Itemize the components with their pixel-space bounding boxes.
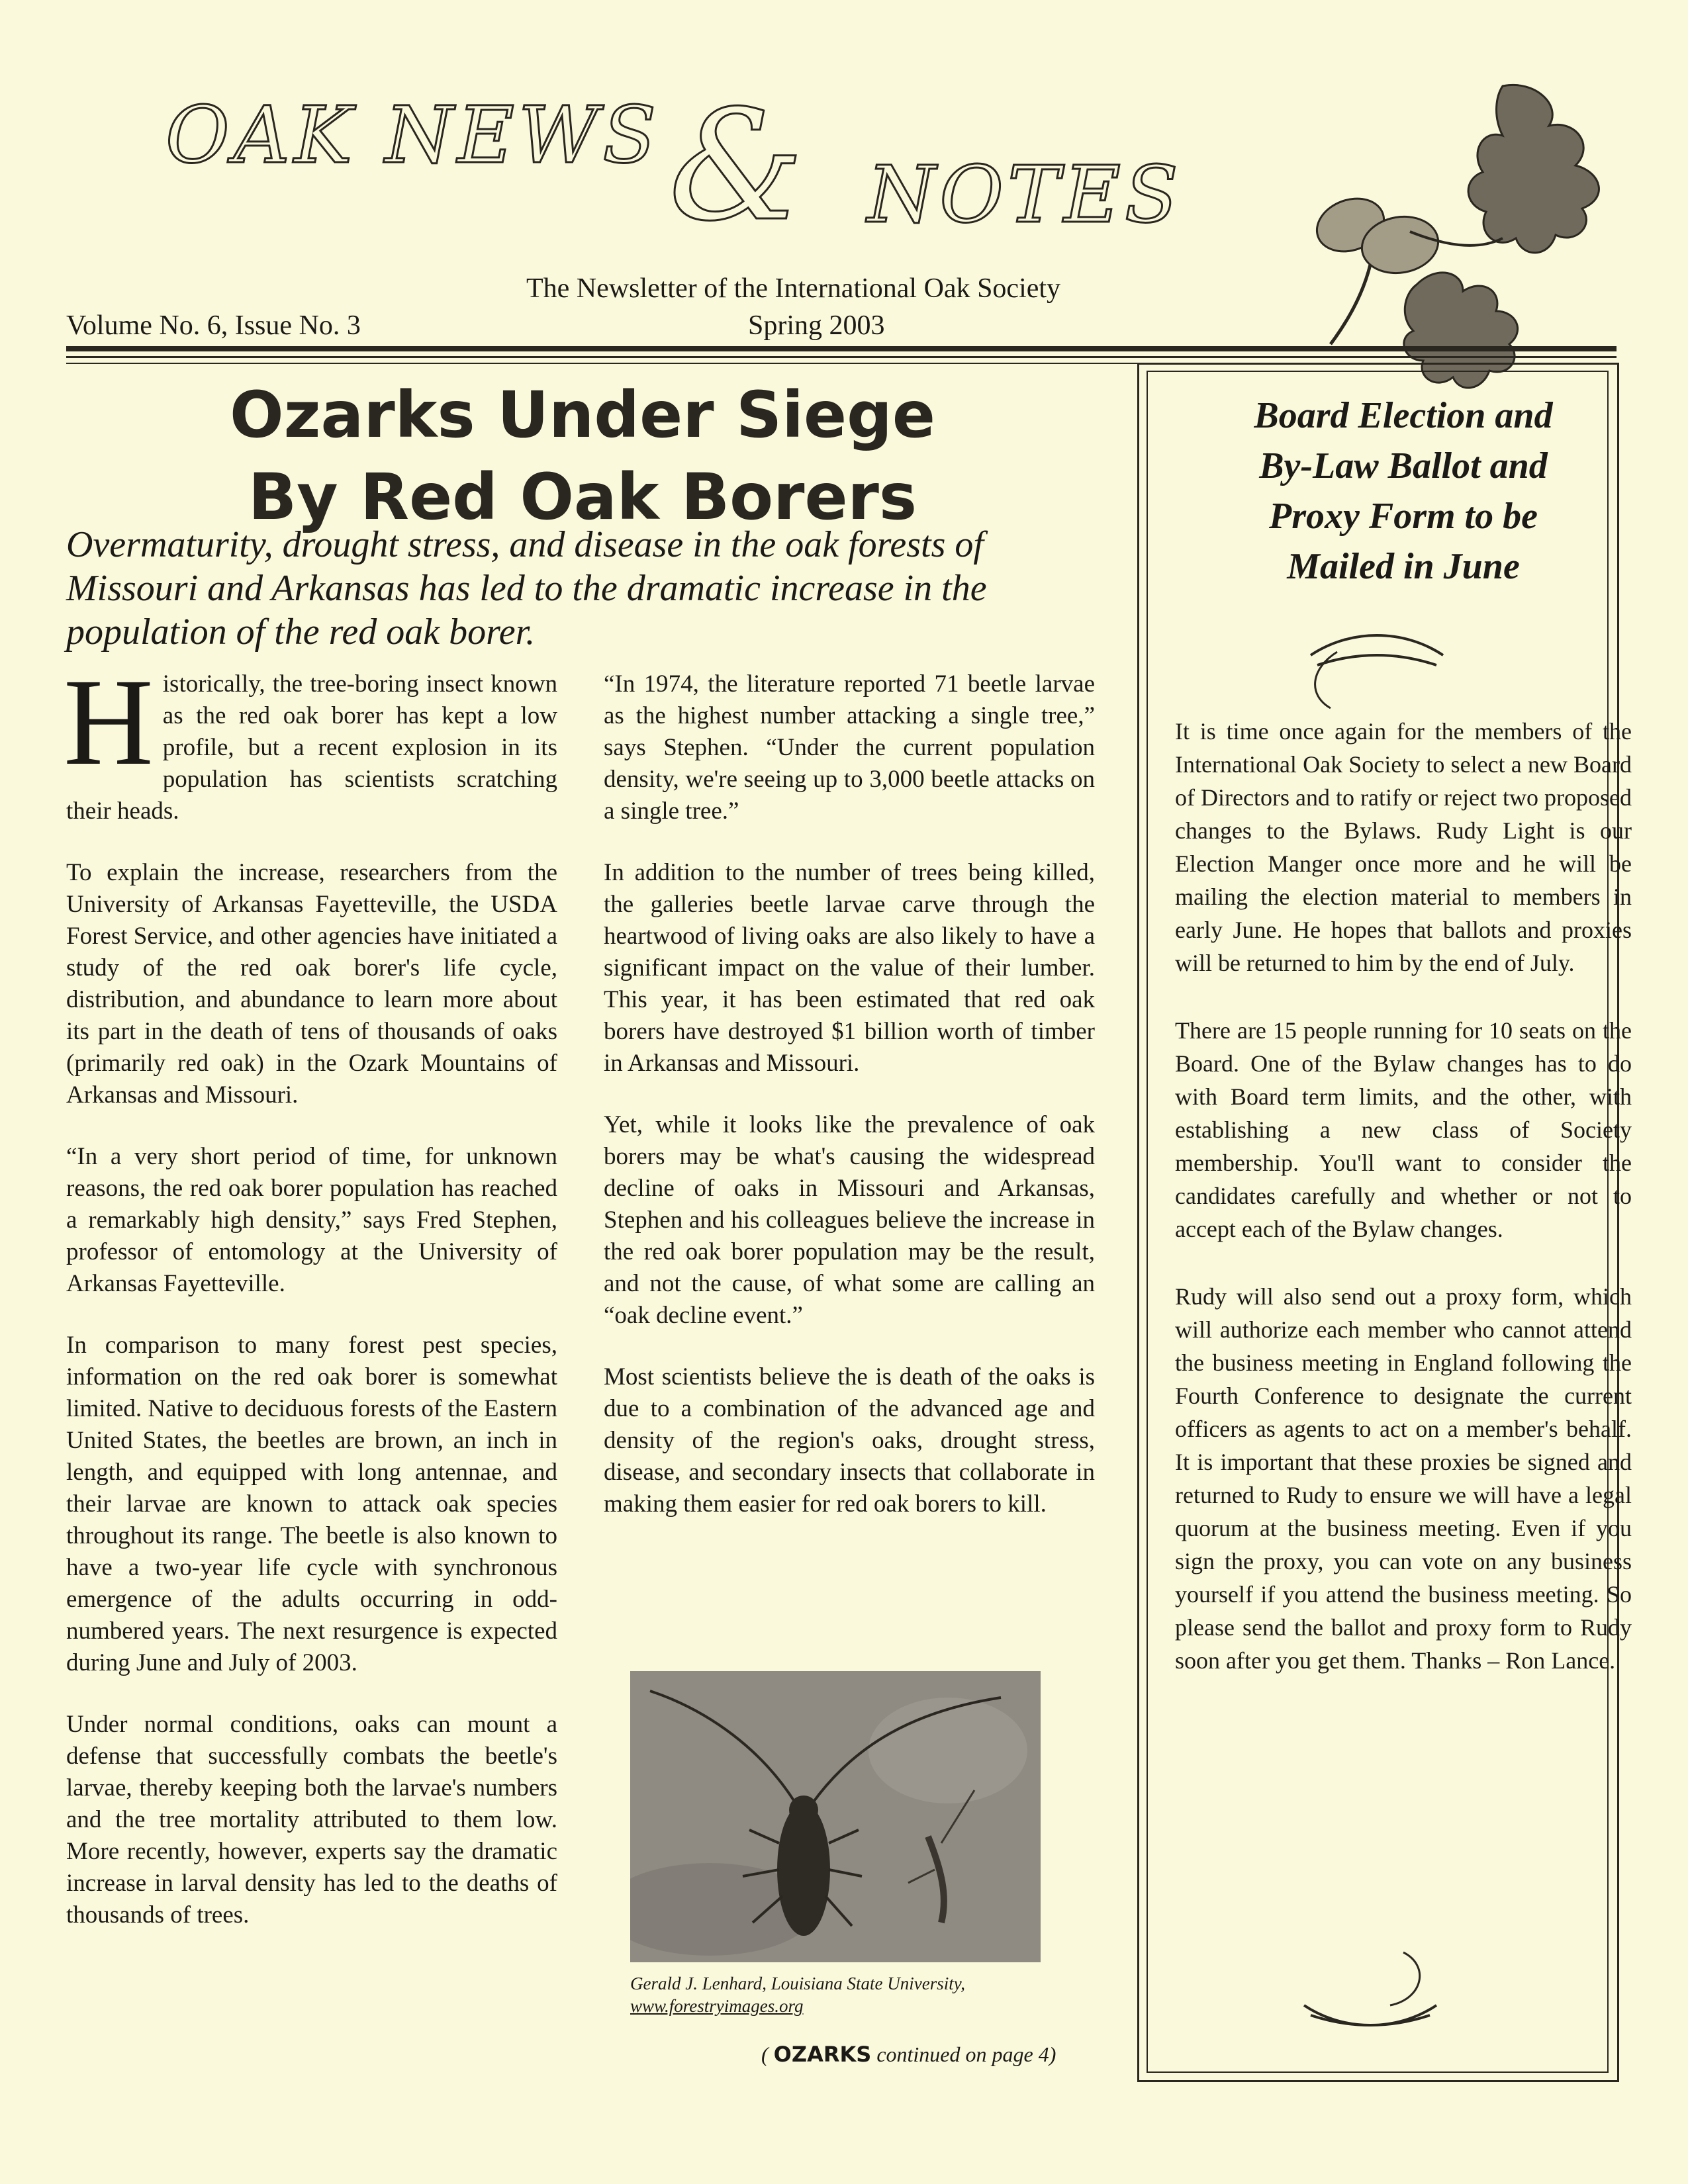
masthead-title-right: NOTES [867,149,1182,240]
article-paragraph: Historically, the tree-boring insect known as the red oak borer has kept a low profile, but a recent explosion in its population has scientists scratching their heads. [64,653,557,825]
article-paragraph: In addition to the number of trees being killed, the galleries beetle larvae carve through the heartwood of living oaks are also likely to have a significant impact on the value of their lumber. This year, it has been estimated that red oak borers have destroyed $1 billion worth of timber in Arkansas and Missouri. [604,859,1095,1077]
masthead-title-left: OAK NEWS [165,89,661,181]
sidebar-paragraph: It is time once again for the members of the International Oak Society to select a new Board of Directors and to ratify or reject two proposed changes to the Bylaws. Rudy Light is our Election Manger once more and he will be mailing the election material to members in early June. He hopes that ballots and proxies will be returned to him by the end of July. [1175,718,1632,976]
article-paragraph: To explain the increase, researchers from the University of Arkansas Fayetteville, the USDA Forest Service, and other agencies have initiated a study of the red oak borer's life cycle, distribution, and abundance to learn more about its part in the death of tens of thousands of oaks (primarily red oak) in the Ozark Mountains of Arkansas and Missouri. [66,859,557,1109]
photo-credit: Gerald J. Lenhard, Louisiana State University, www.forestryimages.org [630,1972,1094,2017]
photo-credit-link[interactable]: www.forestryimages.org [630,1996,804,2016]
oak-leaf-acorn-illustration [1284,66,1642,410]
article-paragraph: In comparison to many forest pest species, information on the red oak borer is somewhat limited. Native to deciduous forests of the Eastern United States, the beetles are brown, an inch in length, and equipped with long antennae, and their larvae are known to attack oak species throughout its range. The beetle is also known to have a two-year life cycle with synchronous emergence of the adults occurring in odd-numbered years. The next resurgence is expected during June and July of 2003. [66,1332,557,1676]
masthead-ampersand: & [669,78,804,255]
continued-note: ( OZARKS continued on page 4) [761,2042,1056,2067]
volume-issue: Volume No. 6, Issue No. 3 [66,310,361,341]
issue-date: Spring 2003 [748,310,885,341]
headline-line-1: Ozarks Under Siege [230,378,935,452]
article-headline [66,374,1099,538]
article-deck: Overmaturity, drought stress, and disease in the oak forests of Missouri and Arkansas has led to the dramatic increase in the population of the red oak borer. [66,524,987,653]
red-oak-borer-image [630,1671,1041,1962]
sidebar-title: Board Election and By-Law Ballot and Proxy Form to be Mailed in June [1254,395,1553,587]
article-paragraph: Yet, while it looks like the prevalence of oak borers may be what's causing the widespread decline of oaks in Missouri and Arkansas, Stephen and his colleagues believe the increase in the red oak borer population may be the result, and not the cause, of what some are calling an “oak decline event.” [604,1111,1095,1329]
flourish-ornament-bottom [1291,1939,1463,2045]
masthead-rule-thick [66,346,1617,351]
newsletter-subtitle: The Newsletter of the International Oak Society [526,273,1061,304]
article-paragraph: “In a very short period of time, for unknown reasons, the red oak borer population has reached a remarkably high density,” says Fred Stephen, professor of entomology at the University of Arkansas Fayetteville. [66,1143,557,1297]
article-paragraph: Most scientists believe the is death of the oaks is due to a combination of the advanced age and density of the region's oaks, drought stress, disease, and secondary insects that collaborate in making them easier for red oak borers to kill. [604,1363,1095,1518]
masthead-rule-thin [66,356,1617,358]
drop-cap: H [64,653,154,791]
article-paragraph: Under normal conditions, oaks can mount a defense that successfully combats the beetle's larvae, thereby keeping both the larvae's numbers and the tree mortality attributed to them low. More recently, however, experts say the dramatic increase in larval density has led to the deaths of thousands of trees. [66,1711,557,1929]
article-paragraph: “In 1974, the literature reported 71 beetle larvae as the highest number attacking a single tree,” says Stephen. “Under the current population density, we're seeing up to 3,000 beetle attacks on a single tree.” [604,670,1095,825]
sidebar-paragraph: There are 15 people running for 10 seats on the Board. One of the Bylaw changes has to do with Board term limits, and the other, with establishing a new class of Society membership. You'll want to consider the candidates carefully and whether or not to accept each of the Bylaw changes. [1175,1017,1632,1242]
sidebar-body [1175,715,1632,1711]
headline-line-2: By Red Oak Borers [248,460,917,534]
article-column-2 [604,668,1095,1550]
article-column-1 [64,653,557,1961]
beetle-photo [630,1671,1041,1962]
flourish-ornament-top [1297,615,1456,715]
sidebar-paragraph: Rudy will also send out a proxy form, which will authorize each member who cannot attend the business meeting in England following the Fourth Conference to designate the current officers as agents to act on a member's behalf. It is important that these proxies be signed and returned to Rudy to ensure we will have a legal quorum at the business meeting. Even if you sign the proxy, you can vote on any business yourself if you attend the business meeting. So please send the ballot and proxy form to Rudy soon after you get them. Thanks – Ron Lance. [1175,1283,1632,1674]
